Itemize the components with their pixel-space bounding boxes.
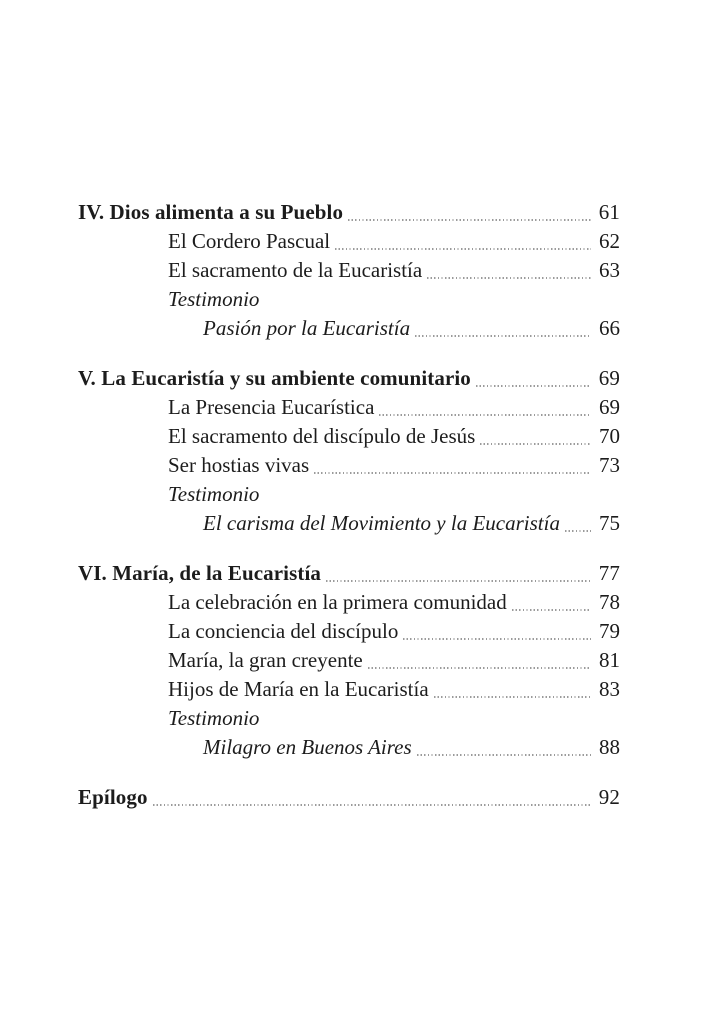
dot-leader xyxy=(379,414,591,416)
toc-entry xyxy=(78,393,620,422)
toc-section xyxy=(78,364,620,538)
toc-epilogue-page-number: 92 xyxy=(598,785,620,809)
dot-leader xyxy=(427,277,591,279)
toc-entry xyxy=(78,227,620,256)
toc-entry xyxy=(78,285,620,314)
toc-chapter-label: IV. Dios alimenta a su Pueblo xyxy=(78,200,344,224)
toc-entry xyxy=(78,704,620,733)
toc-entry xyxy=(78,675,620,704)
toc-entry-page-number: 62 xyxy=(599,229,620,253)
toc-entry-label: La conciencia del discípulo xyxy=(168,619,399,643)
dot-leader xyxy=(348,219,591,221)
toc-epilogue xyxy=(78,783,620,812)
toc-entry-label: Testimonio xyxy=(168,706,260,730)
toc-chapter xyxy=(78,198,620,227)
toc-entry xyxy=(78,480,620,509)
toc-entry-label: Testimonio xyxy=(168,287,260,311)
dot-leader xyxy=(335,248,591,250)
toc-entry-label: María, la gran creyente xyxy=(168,648,363,672)
dot-leader xyxy=(480,443,591,445)
toc-chapter-page-number: 77 xyxy=(598,561,620,585)
toc-entry-page-number: 78 xyxy=(599,590,620,614)
dot-leader xyxy=(417,754,591,756)
toc-entry-page-number: 88 xyxy=(599,735,620,759)
toc-entry-label: Testimonio xyxy=(168,482,260,506)
toc-entry xyxy=(78,509,620,538)
dot-leader xyxy=(153,804,591,806)
toc-entry xyxy=(78,451,620,480)
toc-chapter-label: V. La Eucaristía y su ambiente comunitario xyxy=(78,366,471,390)
toc-entry xyxy=(78,256,620,285)
dot-leader xyxy=(403,638,591,640)
toc-entry-page-number: 63 xyxy=(599,258,620,282)
toc-entry-page-number: 66 xyxy=(599,316,620,340)
toc-entry-label: Hijos de María en la Eucaristía xyxy=(168,677,429,701)
toc-chapter xyxy=(78,559,620,588)
toc-entry xyxy=(78,733,620,762)
toc-epilogue-label: Epílogo xyxy=(78,785,148,809)
dot-leader xyxy=(512,609,591,611)
toc-entry-page-number: 83 xyxy=(599,677,620,701)
toc-chapter xyxy=(78,364,620,393)
toc-entry-label: El carisma del Movimiento y la Eucaristía xyxy=(203,511,560,535)
toc-entry-label: El sacramento de la Eucaristía xyxy=(168,258,423,282)
toc-entry-label: La celebración en la primera comunidad xyxy=(168,590,507,614)
toc-section xyxy=(78,559,620,762)
toc-entry-label: Pasión por la Eucaristía xyxy=(203,316,411,340)
dot-leader xyxy=(476,385,591,387)
toc-chapter-page-number: 61 xyxy=(598,200,620,224)
dot-leader xyxy=(368,667,591,669)
toc-entry-page-number: 81 xyxy=(599,648,620,672)
toc-entry xyxy=(78,422,620,451)
toc-entry-page-number: 79 xyxy=(599,619,620,643)
toc-entry xyxy=(78,314,620,343)
dot-leader xyxy=(565,530,591,532)
toc-entry-label: El Cordero Pascual xyxy=(168,229,331,253)
toc-entry-label: Ser hostias vivas xyxy=(168,453,310,477)
toc-entry-page-number: 69 xyxy=(599,395,620,419)
toc-chapter-label: VI. María, de la Eucaristía xyxy=(78,561,322,585)
toc-entry xyxy=(78,646,620,675)
toc-entry xyxy=(78,617,620,646)
toc-entry-label: La Presencia Eucarística xyxy=(168,395,375,419)
toc-entry-label: Milagro en Buenos Aires xyxy=(203,735,412,759)
dot-leader xyxy=(415,335,591,337)
toc-entry xyxy=(78,588,620,617)
table-of-contents xyxy=(78,198,620,812)
dot-leader xyxy=(326,580,591,582)
dot-leader xyxy=(434,696,591,698)
toc-entry-label: El sacramento del discípulo de Jesús xyxy=(168,424,476,448)
toc-chapter-page-number: 69 xyxy=(598,366,620,390)
toc-entry-page-number: 75 xyxy=(599,511,620,535)
toc-entry-page-number: 73 xyxy=(599,453,620,477)
dot-leader xyxy=(314,472,591,474)
toc-entry-page-number: 70 xyxy=(599,424,620,448)
toc-section xyxy=(78,198,620,343)
